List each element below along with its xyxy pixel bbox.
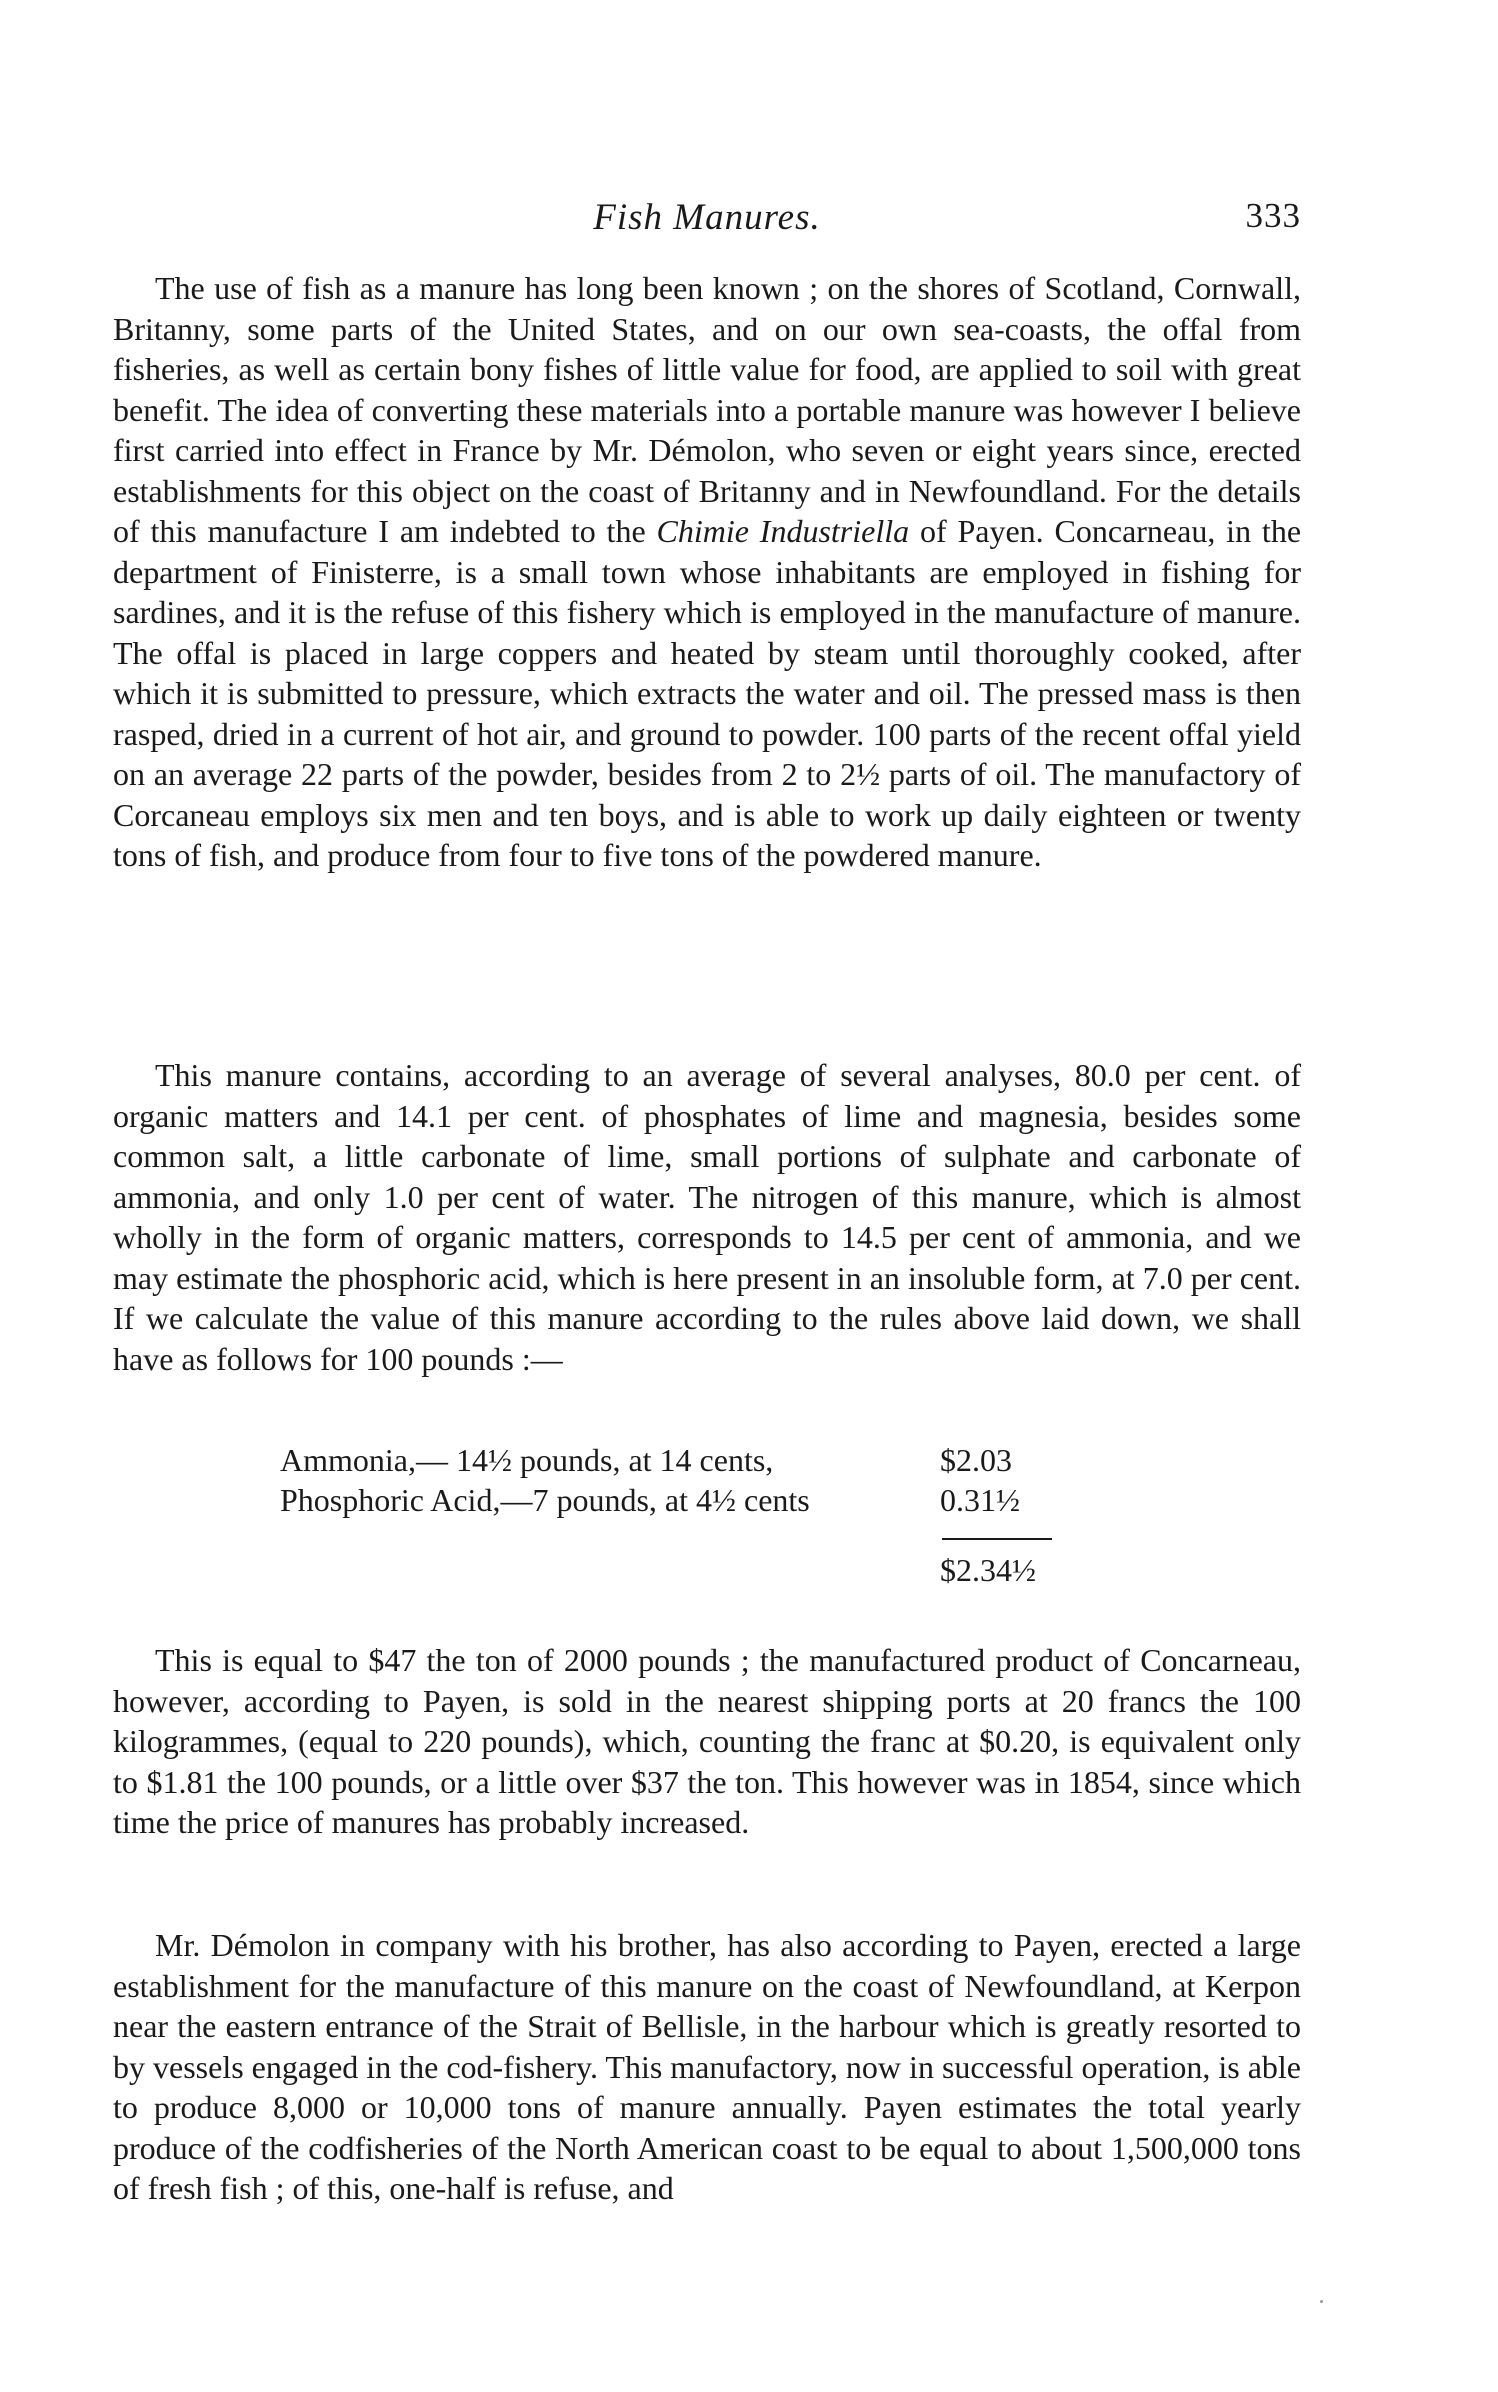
paragraph-text-part: of Payen. Concarneau, in the department of Finisterre, is a small town whose inhabitants are employed in fishing for sardines, and it is the refuse of this fishery which is employed in the manufacture of manure. The offal is placed in large coppers and heated by steam until thoroughly cooked, after which it is submitted to pressure, which extracts the water and oil. The pressed mass is then rasped, dried in a current of hot air, and ground to powder. 100 parts of the recent offal yield on an average 22 parts of the powder, besides from 2 to 2½ parts of oil. The manufactory of Corcaneau employs six men and ten boys, and is able to work up daily eighteen or twenty tons of fish, and produce from four to five tons of the powdered manure. [113,513,1302,873]
italic-book-title: Chimie Industriella [656,513,910,549]
sum-rule [942,1538,1052,1540]
calc-row-phosphoric-acid [280,1480,1080,1520]
paragraph-fish-manure-history [113,268,1301,876]
calc-row-ammonia [280,1440,1080,1480]
calc-total: $2.34½ [940,1552,1036,1588]
paragraph-manure-composition [113,1055,1301,1379]
value-calculation [280,1440,1080,1588]
paper-speck [1320,2300,1323,2303]
paragraph-newfoundland-establishment [113,1925,1301,2209]
running-title: Fish Manures. [593,197,821,238]
paragraph-text-part: The use of fish as a manure has long been known ; on the shores of Scotland, Cornwall, Britanny, some parts of the United States, and on our own sea-coasts, the offal from fisheries, as well as certain bony fishes of little value for food, are applied to soil with great benefit. The idea of converting these materials into a portable manure was however I believe first carried into effect in France by Mr. Démolon, who seven or eight years since, erected establishments for this object on the coast of Britanny and in Newfoundland. For the details of this manufacture I am indebted to the [113,270,1301,549]
paragraph-text [113,268,1301,876]
running-head [113,196,1301,240]
calc-label: Phosphoric Acid,—7 pounds, at 4½ cents [280,1482,810,1518]
paragraph-price-comparison [113,1640,1301,1843]
paragraph-text: This manure contains, according to an average of several analyses, 80.0 per cent. of organic matters and 14.1 per cent. of phosphates of lime and magnesia, besides some common salt, a little carbonate of lime, small portions of sulphate and carbonate of ammonia, and only 1.0 per cent of water. The nitrogen of this manure, which is almost wholly in the form of organic matters, corresponds to 14.5 per cent of ammonia, and we may estimate the phosphoric acid, which is here present in an insoluble form, at 7.0 per cent. If we calculate the value of this manure according to the rules above laid down, we shall have as follows for 100 pounds :— [113,1057,1301,1377]
page-number: 333 [1245,196,1301,235]
calc-amount: 0.31½ [940,1482,1020,1518]
paragraph-text: This is equal to $47 the ton of 2000 pounds ; the manufactured product of Concarneau, however, according to Payen, is sold in the nearest shipping ports at 20 francs the 100 kilogrammes, (equal to 220 pounds), which, counting the franc at $0.20, is equivalent only to $1.81 the 100 pounds, or a little over $37 the ton. This however was in 1854, since which time the price of manures has probably increased. [113,1642,1301,1840]
paragraph-text: Mr. Démolon in company with his brother, has also according to Payen, erected a large establishment for the manufacture of this manure on the coast of Newfoundland, at Kerpon near the eastern entrance of the Strait of Bellisle, in the harbour which is greatly resorted to by vessels engaged in the cod-fishery. This manufactory, now in successful operation, is able to produce 8,000 or 10,000 tons of manure annually. Payen estimates the total yearly produce of the codfisheries of the North American coast to be equal to about 1,500,000 tons of fresh fish ; of this, one-half is refuse, and [113,1927,1301,2206]
calc-amount: $2.03 [940,1442,1012,1478]
calc-label: Ammonia,— 14½ pounds, at 14 cents, [280,1442,774,1478]
